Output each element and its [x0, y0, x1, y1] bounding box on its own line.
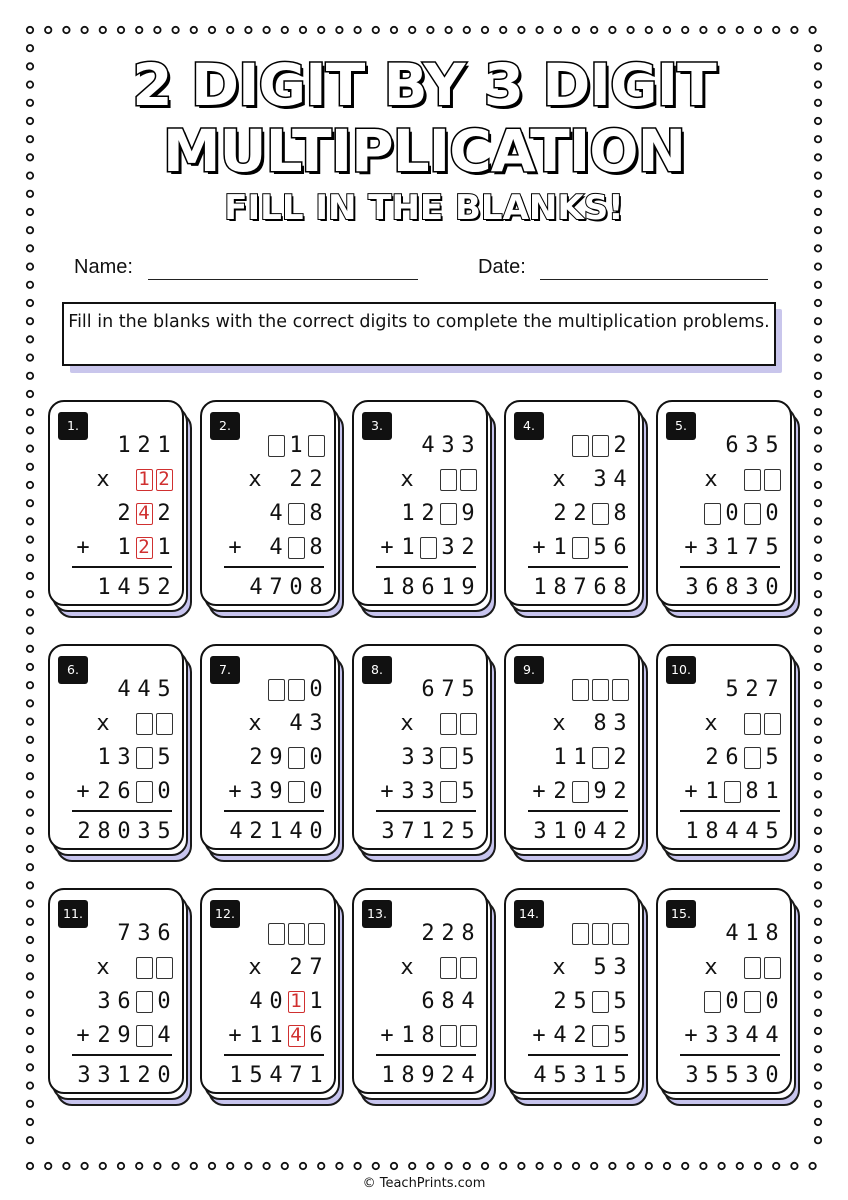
problem-number-badge: 11.: [58, 900, 88, 928]
blank-box[interactable]: [572, 679, 589, 701]
row-answer: 3 6 8 3 0: [685, 575, 779, 600]
blank-box[interactable]: [592, 679, 609, 701]
row-mult: x: [700, 466, 782, 494]
row-p2: + 4 2 5: [532, 1023, 627, 1048]
row-top: 7 3 6: [117, 921, 171, 946]
row-answer: 1 8 7 6 8: [533, 575, 627, 600]
row-answer: 2 8 0 3 5: [77, 819, 171, 844]
problem-number-badge: 9.: [514, 656, 544, 684]
blank-box[interactable]: [156, 957, 173, 979]
blank-box[interactable]: [268, 679, 285, 701]
blank-box[interactable]: [440, 747, 457, 769]
problem-number-badge: 6.: [58, 656, 88, 684]
row-p1: 2 6 5: [705, 745, 779, 770]
row-top: [266, 920, 326, 948]
blank-box[interactable]: [572, 435, 589, 457]
sum-line: [376, 566, 476, 568]
sum-line: [224, 1054, 324, 1056]
row-top: [570, 676, 630, 704]
row-answer: 1 4 5 2: [97, 575, 171, 600]
row-top: 1 2 1: [117, 433, 171, 458]
problem-card-6: [48, 644, 184, 850]
problem-card-13: [352, 888, 488, 1094]
problem-number-badge: 15.: [666, 900, 696, 928]
sum-line: [680, 810, 780, 812]
blank-box[interactable]: [612, 679, 629, 701]
title-line-1: 2 DIGIT BY 3 DIGIT: [132, 51, 716, 119]
blank-box[interactable]: [308, 923, 325, 945]
hint-digit-box: 2: [136, 537, 153, 559]
blank-box[interactable]: [744, 991, 761, 1013]
row-p2: + 2 9 4: [76, 1023, 171, 1048]
row-p1: 1 3 5: [97, 745, 171, 770]
problem-card-3: [352, 400, 488, 606]
blank-box[interactable]: [136, 1025, 153, 1047]
hint-digit-box: 4: [288, 1025, 305, 1047]
row-mult: x: [700, 710, 782, 738]
blank-box[interactable]: [592, 747, 609, 769]
blank-box[interactable]: [136, 991, 153, 1013]
instructions-box: Fill in the blanks with the correct digits to complete the multiplication problems.: [62, 302, 776, 366]
sum-line: [680, 566, 780, 568]
problem-number-badge: 3.: [362, 412, 392, 440]
problem-number-badge: 4.: [514, 412, 544, 440]
blank-box[interactable]: [136, 713, 153, 735]
problem-card-11: [48, 888, 184, 1094]
problem-number-badge: 10.: [666, 656, 696, 684]
name-line[interactable]: [148, 279, 418, 280]
row-mult: x 8 3: [552, 711, 627, 736]
row-p2: + 1 8 1: [684, 779, 779, 804]
row-mult: x: [700, 954, 782, 982]
blank-box[interactable]: [288, 503, 305, 525]
problem-number-badge: 8.: [362, 656, 392, 684]
blank-box[interactable]: [744, 957, 761, 979]
sum-line: [72, 1054, 172, 1056]
problem-card-7: [200, 644, 336, 850]
row-p2: + 3 9 0: [228, 779, 323, 804]
row-answer: 3 7 1 2 5: [381, 819, 475, 844]
sum-line: [376, 1054, 476, 1056]
blank-box[interactable]: [460, 713, 477, 735]
row-p2: + 4 8: [228, 535, 323, 560]
row-mult: x 4 3: [248, 711, 323, 736]
blank-box[interactable]: [460, 957, 477, 979]
blank-box[interactable]: [572, 537, 589, 559]
hint-digit-box: 4: [136, 503, 153, 525]
problem-card-12: [200, 888, 336, 1094]
problem-card-1: [48, 400, 184, 606]
row-p1: 2 5 5: [553, 989, 627, 1014]
row-p1: 4 8: [269, 501, 323, 526]
blank-box[interactable]: [288, 679, 305, 701]
row-p1: 2 4 2: [117, 501, 171, 526]
blank-box[interactable]: [460, 1025, 477, 1047]
blank-box[interactable]: [268, 435, 285, 457]
row-p2: + 3 1 7 5: [684, 535, 779, 560]
hint-digit-box: 1: [288, 991, 305, 1013]
row-p1: 3 3 5: [401, 745, 475, 770]
problem-number-badge: 14.: [514, 900, 544, 928]
blank-box[interactable]: [744, 469, 761, 491]
sum-line: [528, 810, 628, 812]
problem-number-badge: 7.: [210, 656, 240, 684]
blank-box[interactable]: [288, 747, 305, 769]
date-label: Date:: [478, 256, 526, 278]
blank-box[interactable]: [704, 503, 721, 525]
problem-card-10: [656, 644, 792, 850]
blank-box[interactable]: [744, 713, 761, 735]
row-top: 4 4 5: [117, 677, 171, 702]
row-mult: x 5 3: [552, 955, 627, 980]
problem-card-15: [656, 888, 792, 1094]
blank-box[interactable]: [592, 923, 609, 945]
row-p2: + 1 2 1: [76, 535, 171, 560]
blank-box[interactable]: [592, 1025, 609, 1047]
blank-box[interactable]: [764, 957, 781, 979]
sum-line: [224, 810, 324, 812]
sum-line: [376, 810, 476, 812]
blank-box[interactable]: [136, 957, 153, 979]
row-mult: x 3 4: [552, 467, 627, 492]
row-p1: 0 0: [702, 988, 782, 1016]
row-p1: 2 9 0: [249, 745, 323, 770]
blank-box[interactable]: [764, 713, 781, 735]
row-p1: 1 2 9: [401, 501, 475, 526]
row-mult: x: [92, 954, 174, 982]
blank-box[interactable]: [440, 1025, 457, 1047]
row-p2: + 2 9 2: [532, 779, 627, 804]
problem-card-5: [656, 400, 792, 606]
problem-number-badge: 13.: [362, 900, 392, 928]
sum-line: [72, 566, 172, 568]
blank-box[interactable]: [592, 435, 609, 457]
row-answer: 4 2 1 4 0: [229, 819, 323, 844]
blank-box[interactable]: [704, 991, 721, 1013]
row-mult: x 2 7: [248, 955, 323, 980]
blank-box[interactable]: [288, 537, 305, 559]
blank-box[interactable]: [268, 923, 285, 945]
sum-line: [72, 810, 172, 812]
problem-number-badge: 12.: [210, 900, 240, 928]
blank-box[interactable]: [440, 503, 457, 525]
row-p1: 1 1 2: [553, 745, 627, 770]
row-p2: + 1 1 4 6: [228, 1023, 323, 1048]
blank-box[interactable]: [420, 537, 437, 559]
row-p2: + 1 5 6: [532, 535, 627, 560]
sum-line: [528, 1054, 628, 1056]
row-mult: x: [396, 954, 478, 982]
blank-box[interactable]: [724, 781, 741, 803]
row-p2: + 2 6 0: [76, 779, 171, 804]
problem-card-4: [504, 400, 640, 606]
blank-box[interactable]: [764, 469, 781, 491]
blank-box[interactable]: [572, 923, 589, 945]
row-mult: x 2 2: [248, 467, 323, 492]
row-top: 5 2 7: [725, 677, 779, 702]
blank-box[interactable]: [440, 781, 457, 803]
row-top: 2 2 8: [421, 921, 475, 946]
hint-digit-box: 1: [136, 469, 153, 491]
row-answer: 4 7 0 8: [249, 575, 323, 600]
problem-number-badge: 1.: [58, 412, 88, 440]
sum-line: [528, 566, 628, 568]
problem-card-8: [352, 644, 488, 850]
date-line[interactable]: [540, 279, 768, 280]
sum-line: [224, 566, 324, 568]
row-top: 0: [266, 676, 326, 704]
row-p2: + 3 3 5: [380, 779, 475, 804]
row-top: [570, 920, 630, 948]
blank-box[interactable]: [288, 781, 305, 803]
row-mult: x: [396, 710, 478, 738]
row-top: 4 1 8: [725, 921, 779, 946]
blank-box[interactable]: [592, 991, 609, 1013]
subtitle: FILL IN THE BLANKS!: [224, 188, 624, 228]
title-line-2: MULTIPLICATION: [162, 117, 686, 185]
row-top: 1: [266, 432, 326, 460]
row-top: 4 3 3: [421, 433, 475, 458]
sum-line: [680, 1054, 780, 1056]
row-answer: 1 8 9 2 4: [381, 1063, 475, 1088]
row-answer: 1 8 4 4 5: [685, 819, 779, 844]
row-top: 2: [570, 432, 630, 460]
blank-box[interactable]: [440, 957, 457, 979]
row-p1: 6 8 4: [421, 989, 475, 1014]
row-top: 6 7 5: [421, 677, 475, 702]
row-p1: 4 0 1 1: [249, 989, 323, 1014]
blank-box[interactable]: [156, 713, 173, 735]
blank-box[interactable]: [308, 435, 325, 457]
problem-card-2: [200, 400, 336, 606]
row-answer: 3 3 1 2 0: [77, 1063, 171, 1088]
blank-box[interactable]: [744, 747, 761, 769]
blank-box[interactable]: [440, 469, 457, 491]
row-mult: x: [396, 466, 478, 494]
row-p2: + 1 8: [376, 1022, 478, 1050]
blank-box[interactable]: [592, 503, 609, 525]
problem-card-9: [504, 644, 640, 850]
row-mult: x: [92, 710, 174, 738]
row-answer: 3 1 0 4 2: [533, 819, 627, 844]
row-answer: 4 5 3 1 5: [533, 1063, 627, 1088]
row-p1: 0 0: [702, 500, 782, 528]
name-label: Name:: [74, 256, 133, 278]
blank-box[interactable]: [572, 781, 589, 803]
problem-card-14: [504, 888, 640, 1094]
row-p2: + 1 3 2: [380, 535, 475, 560]
blank-box[interactable]: [136, 747, 153, 769]
row-p1: 2 2 8: [553, 501, 627, 526]
hint-digit-box: 2: [156, 469, 173, 491]
blank-box[interactable]: [460, 469, 477, 491]
row-p1: 3 6 0: [97, 989, 171, 1014]
blank-box[interactable]: [440, 713, 457, 735]
row-answer: 1 8 6 1 9: [381, 575, 475, 600]
row-answer: 1 5 4 7 1: [229, 1063, 323, 1088]
row-mult: x 1 2: [92, 466, 174, 494]
blank-box[interactable]: [744, 503, 761, 525]
blank-box[interactable]: [136, 781, 153, 803]
blank-box[interactable]: [612, 923, 629, 945]
problem-number-badge: 5.: [666, 412, 696, 440]
footer-credit: © TeachPrints.com: [362, 1176, 486, 1191]
row-top: 6 3 5: [725, 433, 779, 458]
problem-number-badge: 2.: [210, 412, 240, 440]
blank-box[interactable]: [288, 923, 305, 945]
row-p2: + 3 3 4 4: [684, 1023, 779, 1048]
row-answer: 3 5 5 3 0: [685, 1063, 779, 1088]
